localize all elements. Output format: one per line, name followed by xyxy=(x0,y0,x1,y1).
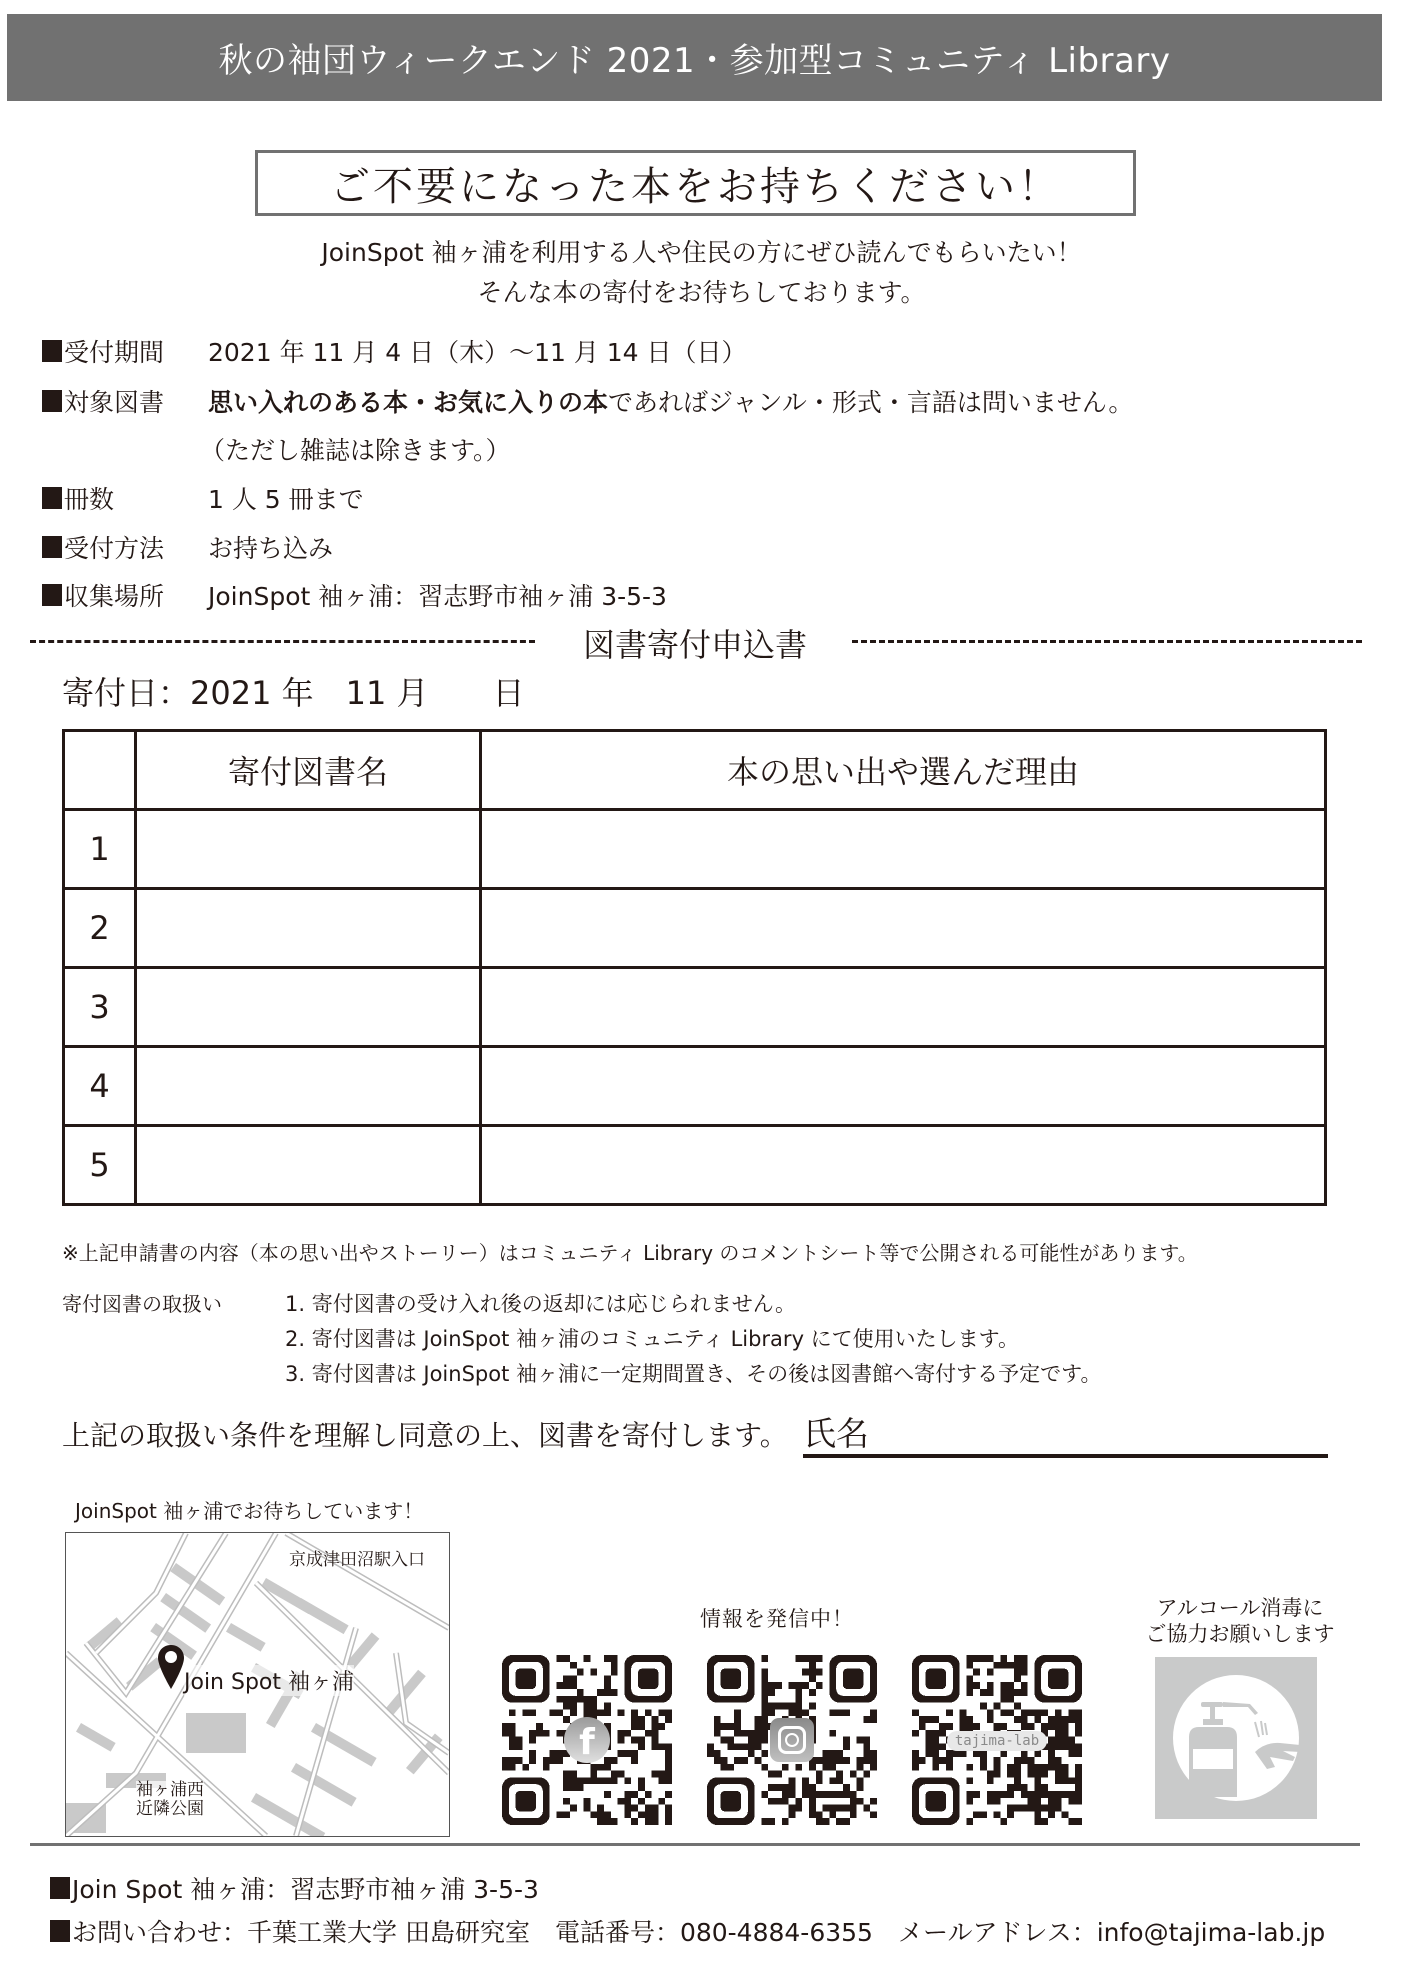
bullet-square-icon xyxy=(42,584,62,606)
handling-item: 3. 寄付図書は JoinSpot 袖ヶ浦に一定期間置き、その後は図書館へ寄付する予定です。 xyxy=(285,1362,1102,1386)
book-reason-input[interactable] xyxy=(481,968,1326,1047)
row-number: 3 xyxy=(64,968,136,1047)
sanitizer-caption-line2: ご協力お願いします xyxy=(1145,1622,1335,1646)
info-period-label: 受付期間 xyxy=(64,338,165,367)
info-target-bold: 思い入れのある本・お気に入りの本 xyxy=(208,388,609,417)
headline-box xyxy=(255,150,1136,216)
bullet-square-icon xyxy=(42,487,62,509)
social-caption: 情報を発信中！ xyxy=(700,1607,854,1631)
header-cell-title: 寄付図書名 xyxy=(136,731,481,810)
info-target-rest: であればジャンル・形式・言語は問いません。 xyxy=(608,388,1134,417)
footer-contact xyxy=(50,1913,1325,1949)
handling-label: 寄付図書の取扱い xyxy=(62,1292,222,1316)
donation-date-field[interactable]: 寄付日：2021 年 11 月 日 xyxy=(62,674,525,712)
table-row xyxy=(64,1126,1326,1205)
footer-contact-text: お問い合わせ：千葉工業大学 田島研究室 電話番号：080-4884-6355 メールアドレス：info@tajima-lab.jp xyxy=(72,1918,1326,1947)
bullet-square-icon xyxy=(42,390,62,412)
map-caption: JoinSpot 袖ヶ浦でお待ちしています！ xyxy=(75,1499,424,1523)
book-title-input[interactable] xyxy=(136,810,481,889)
header-banner xyxy=(7,14,1382,101)
info-period-value: 2021 年 11 月 4 日（木）〜11 月 14 日（日） xyxy=(208,338,747,367)
info-count-label: 冊数 xyxy=(64,485,115,514)
info-place-label: 収集場所 xyxy=(64,582,165,611)
handling-item: 2. 寄付図書は JoinSpot 袖ヶ浦のコミュニティ Library にて使用いたします。 xyxy=(285,1327,1019,1351)
tajima-lab-qr-code[interactable] xyxy=(912,1655,1082,1825)
tajima-lab-logo: tajima-lab xyxy=(947,1731,1047,1751)
headline: ご不要になった本をお持ちください！ xyxy=(330,163,1061,210)
info-method xyxy=(42,529,333,565)
facebook-qr-code[interactable] xyxy=(502,1655,672,1825)
info-place-value: JoinSpot 袖ヶ浦：習志野市袖ヶ浦 3-5-3 xyxy=(208,582,667,611)
info-method-label: 受付方法 xyxy=(64,534,165,563)
book-title-input[interactable] xyxy=(136,1126,481,1205)
sanitizer-notice xyxy=(1155,1657,1317,1819)
table-row xyxy=(64,889,1326,968)
instagram-qr-code[interactable] xyxy=(707,1655,877,1825)
name-label: 氏名 xyxy=(803,1414,869,1453)
bullet-square-icon xyxy=(50,1877,70,1899)
intro-line-1: JoinSpot 袖ヶ浦を利用する人や住民の方にぜひ読んでもらいたい！ xyxy=(321,238,1082,267)
table-row xyxy=(64,968,1326,1047)
row-number: 4 xyxy=(64,1047,136,1126)
header-cell-reason: 本の思い出や選んだ理由 xyxy=(481,731,1326,810)
header-title: 秋の袖団ウィークエンド 2021・参加型コミュニティ Library xyxy=(218,41,1171,81)
info-period xyxy=(42,333,747,369)
footer-address-text: Join Spot 袖ヶ浦：習志野市袖ヶ浦 3-5-3 xyxy=(72,1875,539,1904)
info-target xyxy=(42,383,1133,419)
book-title-input[interactable] xyxy=(136,889,481,968)
facebook-icon: f xyxy=(564,1717,610,1763)
info-method-value: お持ち込み xyxy=(208,534,334,563)
info-count xyxy=(42,480,364,516)
disclosure-note: ※上記申請書の内容（本の思い出やストーリー）はコミュニティ Library のコメントシート等で公開される可能性があります。 xyxy=(62,1241,1198,1265)
instagram-icon xyxy=(770,1718,814,1762)
table-header-row xyxy=(64,731,1326,810)
cut-line-left xyxy=(30,640,535,643)
map-label-park-line1: 袖ヶ浦西 xyxy=(136,1780,204,1800)
row-number: 5 xyxy=(64,1126,136,1205)
form-title: 図書寄付申込書 xyxy=(560,620,830,666)
book-title-input[interactable] xyxy=(136,968,481,1047)
map-label-park-line2: 近隣公園 xyxy=(136,1799,204,1819)
cut-line-right xyxy=(852,640,1362,643)
info-target-note: （ただし雑誌は除きます。） xyxy=(200,436,511,465)
bullet-square-icon xyxy=(42,536,62,558)
bullet-square-icon xyxy=(42,340,62,362)
book-reason-input[interactable] xyxy=(481,889,1326,968)
book-reason-input[interactable] xyxy=(481,1126,1326,1205)
table-row xyxy=(64,810,1326,889)
row-number: 1 xyxy=(64,810,136,889)
footer-divider xyxy=(30,1843,1360,1846)
handling-item: 1. 寄付図書の受け入れ後の返却には応じられません。 xyxy=(285,1292,796,1316)
sanitizer-caption xyxy=(1125,1595,1355,1647)
info-place xyxy=(42,577,667,613)
book-title-input[interactable] xyxy=(136,1047,481,1126)
map-label-station: 京成津田沼駅入口 xyxy=(289,1550,425,1570)
donation-table xyxy=(62,729,1327,1206)
info-count-value: 1 人 5 冊まで xyxy=(208,485,364,514)
map-label-spot: Join Spot 袖ヶ浦 xyxy=(184,1665,354,1696)
intro-line-2: そんな本の寄付をお待ちしております。 xyxy=(477,278,926,307)
map-pin-icon xyxy=(158,1645,184,1689)
access-map xyxy=(65,1532,450,1837)
info-target-label: 対象図書 xyxy=(64,388,165,417)
map-label-park xyxy=(136,1781,204,1819)
book-reason-input[interactable] xyxy=(481,1047,1326,1126)
footer-address xyxy=(50,1870,539,1906)
agreement-text: 上記の取扱い条件を理解し同意の上、図書を寄付します。 xyxy=(62,1419,788,1452)
table-row xyxy=(64,1047,1326,1126)
name-signature-line[interactable] xyxy=(803,1454,1328,1458)
hand-sanitizer-icon xyxy=(1155,1657,1317,1819)
sanitizer-caption-line1: アルコール消毒に xyxy=(1156,1596,1324,1620)
row-number: 2 xyxy=(64,889,136,968)
book-reason-input[interactable] xyxy=(481,810,1326,889)
bullet-square-icon xyxy=(50,1920,70,1942)
header-cell-number xyxy=(64,731,136,810)
